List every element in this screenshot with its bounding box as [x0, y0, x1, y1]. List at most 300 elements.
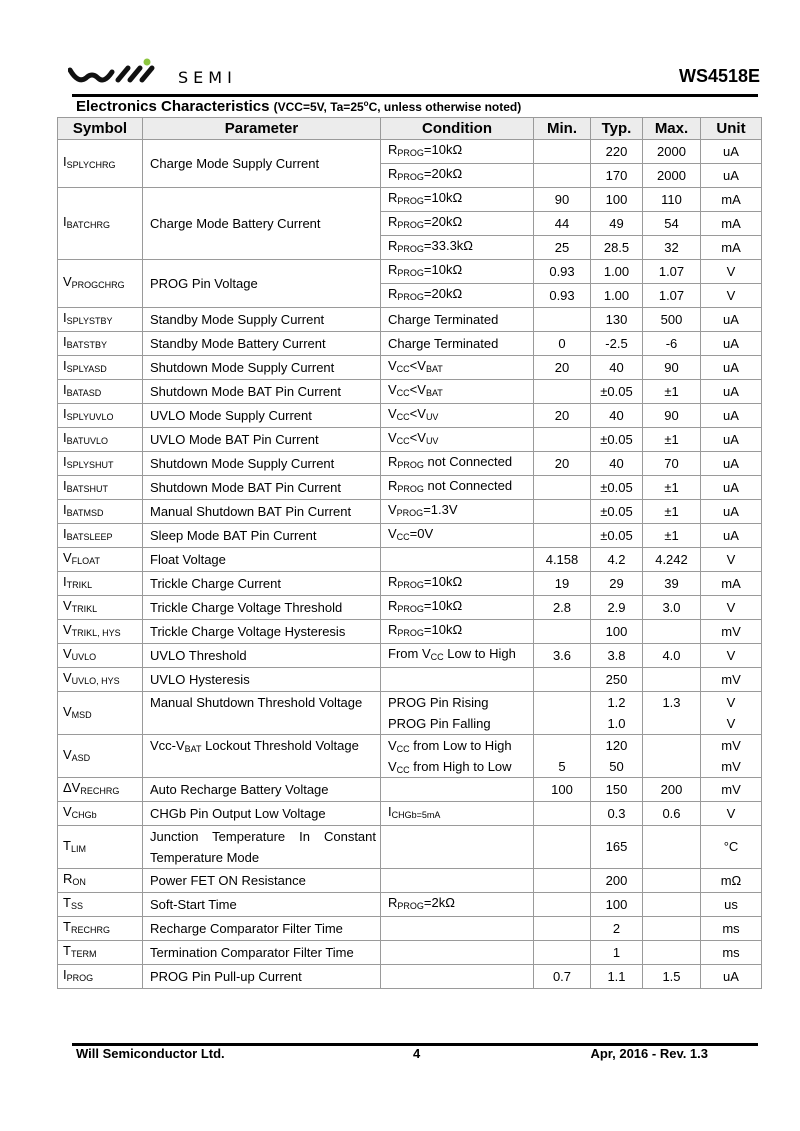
text-run: R — [388, 598, 398, 613]
min-cell: 20 — [534, 404, 591, 428]
text-run: R — [388, 238, 398, 253]
condition-line — [388, 756, 529, 777]
text-run: Lockout Threshold Voltage — [201, 738, 359, 753]
column-header-symbol: Symbol — [58, 118, 143, 140]
symbol-subscript: TRIKL, HYS — [71, 628, 121, 638]
subscript: UV — [425, 436, 439, 446]
table-row — [58, 524, 762, 548]
unit-cell: uA — [701, 476, 762, 500]
parameter-cell: UVLO Mode BAT Pin Current — [143, 428, 381, 452]
max-cell: 90 — [643, 356, 701, 380]
typ-line: 50 — [609, 759, 624, 774]
typ-cell: 130 — [591, 308, 643, 332]
condition-cell — [381, 404, 534, 428]
typ-line: 1.0 — [607, 716, 626, 731]
symbol-main: T — [63, 943, 71, 958]
condition-cell — [381, 140, 534, 164]
typ-cell: 150 — [591, 778, 643, 802]
symbol-subscript: MSD — [71, 709, 92, 720]
symbol-cell — [58, 735, 143, 778]
symbol-cell — [58, 452, 143, 476]
max-cell: 0.6 — [643, 802, 701, 826]
text-run: =20kΩ — [423, 166, 463, 181]
min-cell — [534, 476, 591, 500]
text-run: R — [388, 286, 398, 301]
condition-cell — [381, 236, 534, 260]
parameter-cell: Manual Shutdown BAT Pin Current — [143, 500, 381, 524]
symbol-cell — [58, 572, 143, 596]
text-run: from High to Low — [409, 759, 512, 774]
table-row — [58, 965, 762, 989]
symbol-main: I — [63, 526, 67, 541]
unit-cell: V — [701, 596, 762, 620]
text-run: V — [388, 430, 397, 445]
symbol-subscript: RECHRG — [70, 925, 110, 935]
text-run: from Low to High — [409, 738, 512, 753]
condition-line — [388, 692, 529, 713]
min-cell — [534, 668, 591, 692]
max-cell: 2000 — [643, 140, 701, 164]
max-cell: 500 — [643, 308, 701, 332]
subscript: PROG — [397, 580, 424, 590]
table-row — [58, 404, 762, 428]
symbol-main: I — [63, 406, 67, 421]
min-cell — [534, 802, 591, 826]
min-cell — [534, 941, 591, 965]
text-run: Low to High — [443, 646, 516, 661]
parameter-cell: Sleep Mode BAT Pin Current — [143, 524, 381, 548]
typ-cell: ±0.05 — [591, 428, 643, 452]
subscript: PROG — [397, 628, 424, 638]
condition-cell — [381, 260, 534, 284]
text-run: =10kΩ — [423, 190, 463, 205]
symbol-subscript: BATASD — [66, 388, 102, 398]
max-cell: ±1 — [643, 428, 701, 452]
condition-cell — [381, 802, 534, 826]
text-run: V — [388, 382, 397, 397]
symbol-subscript: ASD — [71, 752, 91, 763]
max-cell: -6 — [643, 332, 701, 356]
subscript: UV — [425, 412, 439, 422]
parameter-cell: Shutdown Mode Supply Current — [143, 452, 381, 476]
column-header-max: Max. — [643, 118, 701, 140]
condition-cell — [381, 188, 534, 212]
table-row — [58, 692, 762, 735]
symbol-subscript: PROG — [66, 973, 94, 983]
condition-cell — [381, 893, 534, 917]
symbol-cell — [58, 826, 143, 869]
min-cell: 20 — [534, 452, 591, 476]
symbol-cell — [58, 500, 143, 524]
symbol-main: V — [63, 746, 72, 762]
max-cell: 1.5 — [643, 965, 701, 989]
symbol-subscript: RECHRG — [80, 786, 120, 796]
min-cell: 0.7 — [534, 965, 591, 989]
unit-cell: mA — [701, 212, 762, 236]
unit-cell: mA — [701, 188, 762, 212]
symbol-subscript: BATMSD — [66, 508, 104, 518]
subscript: CC — [396, 436, 410, 446]
table-row — [58, 332, 762, 356]
parameter-cell: Charge Mode Supply Current — [143, 140, 381, 188]
table-row — [58, 869, 762, 893]
max-cell — [643, 869, 701, 893]
text-run: I — [388, 804, 392, 819]
max-cell: 200 — [643, 778, 701, 802]
symbol-cell — [58, 668, 143, 692]
max-cell: 4.0 — [643, 644, 701, 668]
min-cell: 2.8 — [534, 596, 591, 620]
subscript: CC — [396, 388, 410, 398]
typ-line: 1.2 — [607, 695, 626, 710]
unit-cell — [701, 692, 762, 735]
condition-cell — [381, 869, 534, 893]
unit-cell: uA — [701, 356, 762, 380]
subscript: PROG — [397, 172, 424, 182]
typ-cell: 165 — [591, 826, 643, 869]
text-run: <V — [409, 406, 426, 421]
text-run: =20kΩ — [423, 214, 463, 229]
parameter-cell: UVLO Mode Supply Current — [143, 404, 381, 428]
table-row — [58, 188, 762, 212]
table-row — [58, 500, 762, 524]
typ-cell: 2.9 — [591, 596, 643, 620]
text-run: V — [388, 406, 397, 421]
symbol-subscript: BATCHRG — [66, 220, 110, 230]
footer-revision: Apr, 2016 - Rev. 1.3 — [590, 1046, 708, 1061]
symbol-cell — [58, 941, 143, 965]
subscript: CC — [396, 744, 410, 754]
max-cell: 4.242 — [643, 548, 701, 572]
symbol-subscript: UVLO — [71, 652, 97, 662]
symbol-cell — [58, 893, 143, 917]
text-run: =10kΩ — [423, 262, 463, 277]
table-row — [58, 356, 762, 380]
max-cell — [643, 692, 701, 735]
symbol-cell — [58, 692, 143, 735]
typ-cell: 200 — [591, 869, 643, 893]
min-line — [538, 692, 586, 713]
symbol-subscript: FLOAT — [71, 556, 101, 566]
symbol-subscript: SPLYASD — [66, 364, 107, 374]
symbol-main: V — [63, 703, 72, 719]
section-title-text: Electronics Characteristics — [76, 98, 270, 115]
unit-cell: uA — [701, 428, 762, 452]
symbol-subscript: PROGCHRG — [71, 280, 125, 290]
symbol-subscript: TRIKL — [66, 580, 93, 590]
text-run: R — [388, 574, 398, 589]
typ-cell: 4.2 — [591, 548, 643, 572]
subscript: PROG — [397, 268, 424, 278]
parameter-cell: Termination Comparator Filter Time — [143, 941, 381, 965]
typ-cell — [591, 735, 643, 778]
unit-cell: mA — [701, 572, 762, 596]
column-header-min: Min. — [534, 118, 591, 140]
table-row — [58, 452, 762, 476]
parameter-cell: Manual Shutdown Threshold Voltage — [143, 692, 381, 735]
symbol-cell — [58, 524, 143, 548]
text-run: V — [388, 738, 397, 753]
text-run: PROG Pin Falling — [388, 716, 491, 731]
column-header-condition: Condition — [381, 118, 534, 140]
symbol-cell — [58, 965, 143, 989]
max-cell — [643, 917, 701, 941]
max-cell: 54 — [643, 212, 701, 236]
unit-cell — [701, 735, 762, 778]
max-cell: 32 — [643, 236, 701, 260]
min-cell: 0 — [534, 332, 591, 356]
text-run: <V — [409, 430, 426, 445]
symbol-main: I — [63, 334, 67, 349]
column-header-typ: Typ. — [591, 118, 643, 140]
parameter-cell: Trickle Charge Voltage Threshold — [143, 596, 381, 620]
column-header-unit: Unit — [701, 118, 762, 140]
symbol-subscript: SPLYCHRG — [66, 160, 116, 170]
subscript: PROG — [397, 292, 424, 302]
min-cell — [534, 524, 591, 548]
min-cell: 4.158 — [534, 548, 591, 572]
symbol-subscript: TRIKL — [71, 604, 98, 614]
symbol-main: T — [63, 919, 71, 934]
max-cell — [643, 893, 701, 917]
unit-cell: mΩ — [701, 869, 762, 893]
parameter-cell: Trickle Charge Current — [143, 572, 381, 596]
text-run: V — [388, 526, 397, 541]
symbol-cell — [58, 380, 143, 404]
footer-company: Will Semiconductor Ltd. — [76, 1046, 225, 1061]
condition-cell — [381, 164, 534, 188]
section-title — [76, 98, 521, 115]
min-cell — [534, 869, 591, 893]
symbol-subscript: SPLYSHUT — [66, 460, 114, 470]
typ-cell: -2.5 — [591, 332, 643, 356]
symbol-cell — [58, 476, 143, 500]
max-cell: 1.07 — [643, 284, 701, 308]
unit-cell: uA — [701, 164, 762, 188]
max-cell: 70 — [643, 452, 701, 476]
section-conditions: (VCC=5V, $Ta=25^oC$, unless otherwise noted) — [273, 99, 522, 114]
symbol-cell — [58, 596, 143, 620]
table-row — [58, 735, 762, 778]
text-run: R — [388, 142, 398, 157]
min-cell: 25 — [534, 236, 591, 260]
text-run: =10kΩ — [423, 598, 463, 613]
condition-line — [388, 735, 529, 756]
subscript: CC — [396, 765, 410, 775]
symbol-cell — [58, 356, 143, 380]
max-cell — [643, 620, 701, 644]
table-row — [58, 596, 762, 620]
symbol-main: V — [63, 550, 72, 565]
logo-text: SEMI — [178, 68, 237, 87]
parameter-cell: UVLO Hysteresis — [143, 668, 381, 692]
min-cell — [534, 826, 591, 869]
symbol-subscript: LIM — [70, 843, 86, 854]
condition-cell — [381, 452, 534, 476]
min-cell — [534, 735, 591, 778]
max-cell: ±1 — [643, 524, 701, 548]
unit-line: V — [726, 716, 736, 731]
symbol-main: I — [63, 382, 67, 397]
symbol-main: I — [63, 310, 67, 325]
text-run: R — [388, 478, 398, 493]
parameter-cell: Junction Temperature In Constant Temperature Mode — [143, 826, 381, 869]
min-cell: 0.93 — [534, 284, 591, 308]
max-line — [647, 735, 696, 756]
condition-cell — [381, 356, 534, 380]
symbol-cell — [58, 802, 143, 826]
header-divider — [72, 94, 758, 97]
typ-cell — [591, 692, 643, 735]
subscript: BAT — [184, 744, 202, 754]
text-run: =20kΩ — [423, 286, 463, 301]
unit-cell: ms — [701, 941, 762, 965]
unit-line: V — [726, 695, 736, 710]
min-line — [538, 735, 586, 756]
condition-cell — [381, 917, 534, 941]
min-cell: 90 — [534, 188, 591, 212]
parameter-cell — [143, 735, 381, 778]
condition-cell — [381, 692, 534, 735]
min-cell: 0.93 — [534, 260, 591, 284]
min-cell: 20 — [534, 356, 591, 380]
parameter-cell: Standby Mode Battery Current — [143, 332, 381, 356]
text-run: R — [388, 454, 398, 469]
parameter-cell: Soft-Start Time — [143, 893, 381, 917]
table-row — [58, 620, 762, 644]
unit-cell: us — [701, 893, 762, 917]
min-cell — [534, 893, 591, 917]
max-cell — [643, 941, 701, 965]
condition-line — [388, 713, 529, 734]
max-line: 1.3 — [662, 695, 681, 710]
symbol-cell — [58, 188, 143, 260]
text-run: R — [388, 190, 398, 205]
max-cell: 1.07 — [643, 260, 701, 284]
max-cell — [643, 735, 701, 778]
text-run: =0V — [409, 526, 434, 541]
subscript: PROG — [397, 460, 424, 470]
min-line — [538, 713, 586, 734]
footer-page-number: 4 — [413, 1046, 421, 1061]
symbol-main: I — [63, 154, 67, 169]
symbol-cell — [58, 917, 143, 941]
condition-cell — [381, 965, 534, 989]
min-cell — [534, 692, 591, 735]
min-cell — [534, 164, 591, 188]
typ-cell: 100 — [591, 188, 643, 212]
max-cell: ±1 — [643, 500, 701, 524]
text-run: V — [388, 759, 397, 774]
subscript: CC — [396, 364, 410, 374]
table-row — [58, 941, 762, 965]
table-row — [58, 476, 762, 500]
symbol-main: I — [63, 358, 67, 373]
symbol-cell — [58, 620, 143, 644]
text-run: From V — [388, 646, 431, 661]
text-run: not Connected — [423, 454, 513, 469]
text-run: not Connected — [423, 478, 513, 493]
min-cell — [534, 500, 591, 524]
subscript: PROG — [397, 196, 424, 206]
typ-cell: 1 — [591, 941, 643, 965]
unit-cell: uA — [701, 500, 762, 524]
parameter-cell: UVLO Threshold — [143, 644, 381, 668]
max-cell: 2000 — [643, 164, 701, 188]
subscript: CHGb=5mA — [391, 810, 441, 820]
max-cell: 90 — [643, 404, 701, 428]
max-cell: 39 — [643, 572, 701, 596]
typ-cell: 100 — [591, 620, 643, 644]
subscript: PROG — [396, 508, 424, 518]
min-cell: 44 — [534, 212, 591, 236]
typ-cell: 220 — [591, 140, 643, 164]
parameter-cell: Shutdown Mode BAT Pin Current — [143, 380, 381, 404]
text-run: Charge Terminated — [388, 311, 499, 327]
text-run: =10kΩ — [423, 574, 463, 589]
column-header-parameter: Parameter — [143, 118, 381, 140]
table-row — [58, 644, 762, 668]
symbol-subscript: BATSHUT — [66, 484, 108, 494]
symbol-main: V — [63, 598, 72, 613]
symbol-subscript: SS — [70, 901, 83, 911]
typ-cell: 29 — [591, 572, 643, 596]
table-row — [58, 778, 762, 802]
text-run: R — [388, 895, 398, 910]
condition-cell — [381, 332, 534, 356]
symbol-main: I — [63, 502, 67, 517]
table-row — [58, 802, 762, 826]
subscript: CC — [396, 412, 410, 422]
text-run: =33.3kΩ — [423, 238, 474, 253]
symbol-cell — [58, 548, 143, 572]
unit-cell: mV — [701, 778, 762, 802]
text-run: <V — [409, 358, 426, 373]
condition-cell — [381, 428, 534, 452]
typ-cell: 49 — [591, 212, 643, 236]
table-row — [58, 380, 762, 404]
subscript: CC — [430, 652, 444, 662]
text-run: R — [388, 214, 398, 229]
typ-cell: 40 — [591, 356, 643, 380]
symbol-main: V — [63, 670, 72, 685]
unit-cell: uA — [701, 452, 762, 476]
text-run: R — [388, 622, 398, 637]
typ-cell: 28.5 — [591, 236, 643, 260]
condition-cell — [381, 826, 534, 869]
symbol-subscript: BATUVLO — [66, 436, 108, 446]
symbol-main: T — [63, 895, 71, 910]
symbol-subscript: SPLYSTBY — [66, 316, 113, 326]
symbol-subscript: BATSLEEP — [66, 532, 113, 542]
text-run: =10kΩ — [423, 622, 463, 637]
max-cell: 110 — [643, 188, 701, 212]
table-row — [58, 140, 762, 164]
typ-cell: 40 — [591, 452, 643, 476]
text-run: <V — [409, 382, 426, 397]
electrical-characteristics-table — [57, 117, 762, 989]
unit-cell: V — [701, 644, 762, 668]
condition-cell — [381, 380, 534, 404]
text-run: R — [388, 262, 398, 277]
symbol-cell — [58, 869, 143, 893]
symbol-cell — [58, 260, 143, 308]
condition-cell — [381, 620, 534, 644]
max-cell: ±1 — [643, 380, 701, 404]
subscript: PROG — [397, 148, 424, 158]
typ-cell: 100 — [591, 893, 643, 917]
condition-cell — [381, 548, 534, 572]
